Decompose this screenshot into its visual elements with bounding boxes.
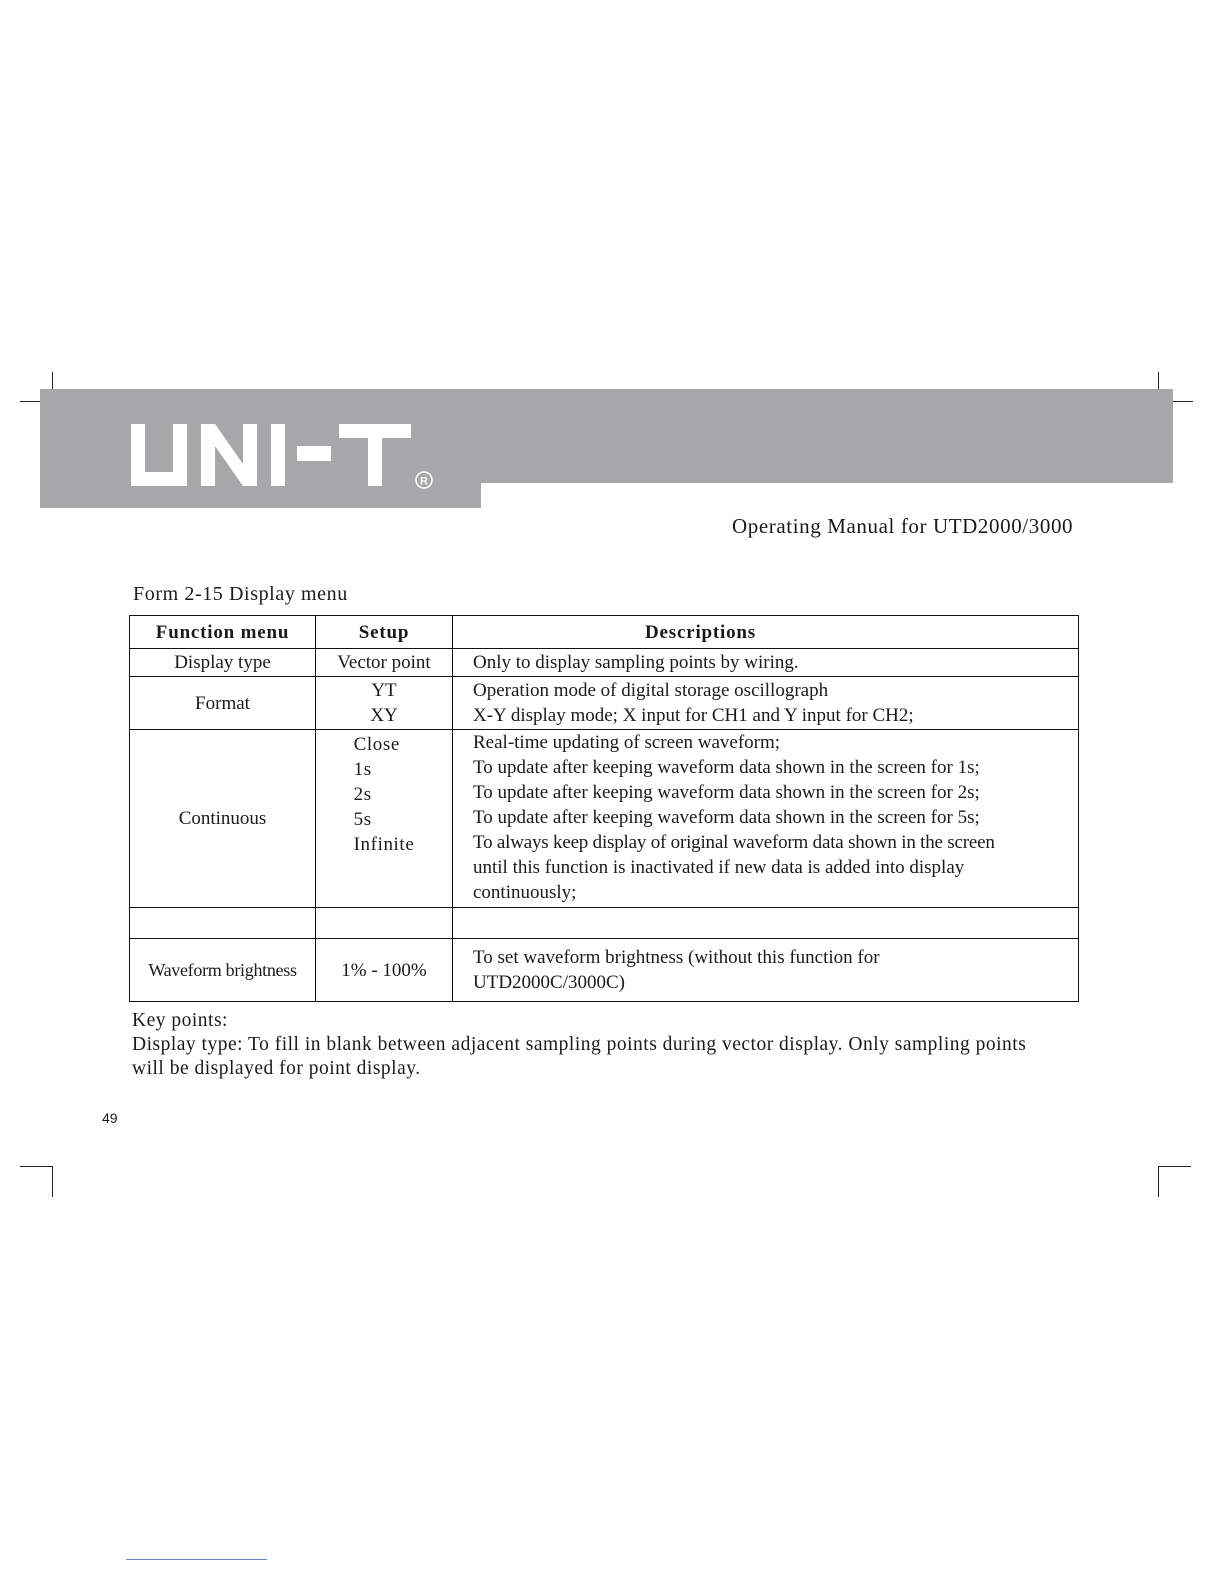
column-header-descriptions: Descriptions [453,616,1079,649]
key-points-text: Display type: To fill in blank between adjacent sampling points during vector display. Only sampling points will be displayed for point display. [132,1034,1027,1079]
table-row [130,730,1079,908]
description-line: continuously; [473,882,577,903]
description-line: To set waveform brightness (without this function for [473,947,880,968]
table-row-empty [130,908,1079,939]
crop-mark-bottom-right-horizontal [1158,1166,1191,1167]
description-cell [453,677,1079,730]
form-caption: Form 2-15 Display menu [133,583,348,605]
setup-value: Vector point [337,652,431,673]
description-line: To always keep display of original waveform data shown in the screen [473,832,995,853]
display-menu-table [129,615,1079,1002]
description-line: Operation mode of digital storage oscillograph [473,680,829,701]
setup-cell [316,730,453,908]
table-row [130,677,1079,730]
setup-value: 5s [353,809,372,830]
column-header-function: Function menu [130,616,316,649]
function-cell: Continuous [130,730,316,908]
bottom-divider [126,1559,267,1560]
setup-value: XY [370,705,398,726]
key-points-heading: Key points: [132,1010,228,1031]
setup-value: Infinite [353,834,415,855]
manual-title: Operating Manual for UTD2000/3000 [732,514,1074,538]
crop-mark-top-right-horizontal [1173,401,1193,402]
uni-t-logo [131,424,441,490]
setup-cell [316,649,453,677]
description-line: X-Y display mode; X input for CH1 and Y input for CH2; [473,705,914,726]
crop-mark-top-right-vertical [1158,372,1159,390]
setup-list [354,732,415,857]
key-points [132,1009,1052,1081]
description-line: Only to display sampling points by wiring. [473,652,799,673]
description-line: until this function is inactivated if new data is added into display [473,857,965,878]
setup-value: 2s [353,784,372,805]
setup-cell [316,939,453,1002]
description-line: To update after keeping waveform data shown in the screen for 5s; [473,807,980,828]
table-header-row [130,616,1079,649]
table-row [130,649,1079,677]
crop-mark-bottom-right-vertical [1158,1166,1159,1197]
description-line: Real-time updating of screen waveform; [473,732,781,753]
crop-mark-top-left-vertical [52,372,53,390]
empty-cell [316,908,453,939]
description-line: To update after keeping waveform data shown in the screen for 1s; [473,757,980,778]
description-cell [453,649,1079,677]
table-row [130,939,1079,1002]
description-line: To update after keeping waveform data shown in the screen for 2s; [473,782,980,803]
setup-cell [316,677,453,730]
function-cell: Format [130,677,316,730]
page-number: 49 [102,1110,118,1126]
crop-mark-bottom-left-horizontal [20,1166,53,1167]
function-cell: Display type [130,649,316,677]
empty-cell [453,908,1079,939]
description-line: UTD2000C/3000C) [473,972,625,993]
setup-value: YT [371,680,397,701]
setup-value: 1s [353,759,372,780]
svg-text:R: R [420,475,428,488]
column-header-setup: Setup [316,616,453,649]
crop-mark-bottom-left-vertical [52,1166,53,1197]
description-cell [453,939,1079,1002]
description-cell [453,730,1079,908]
crop-mark-top-left-horizontal [20,401,40,402]
setup-value: Close [353,734,400,755]
empty-cell [130,908,316,939]
setup-value: 1% - 100% [341,959,427,981]
function-cell: Waveform brightness [130,939,316,1002]
